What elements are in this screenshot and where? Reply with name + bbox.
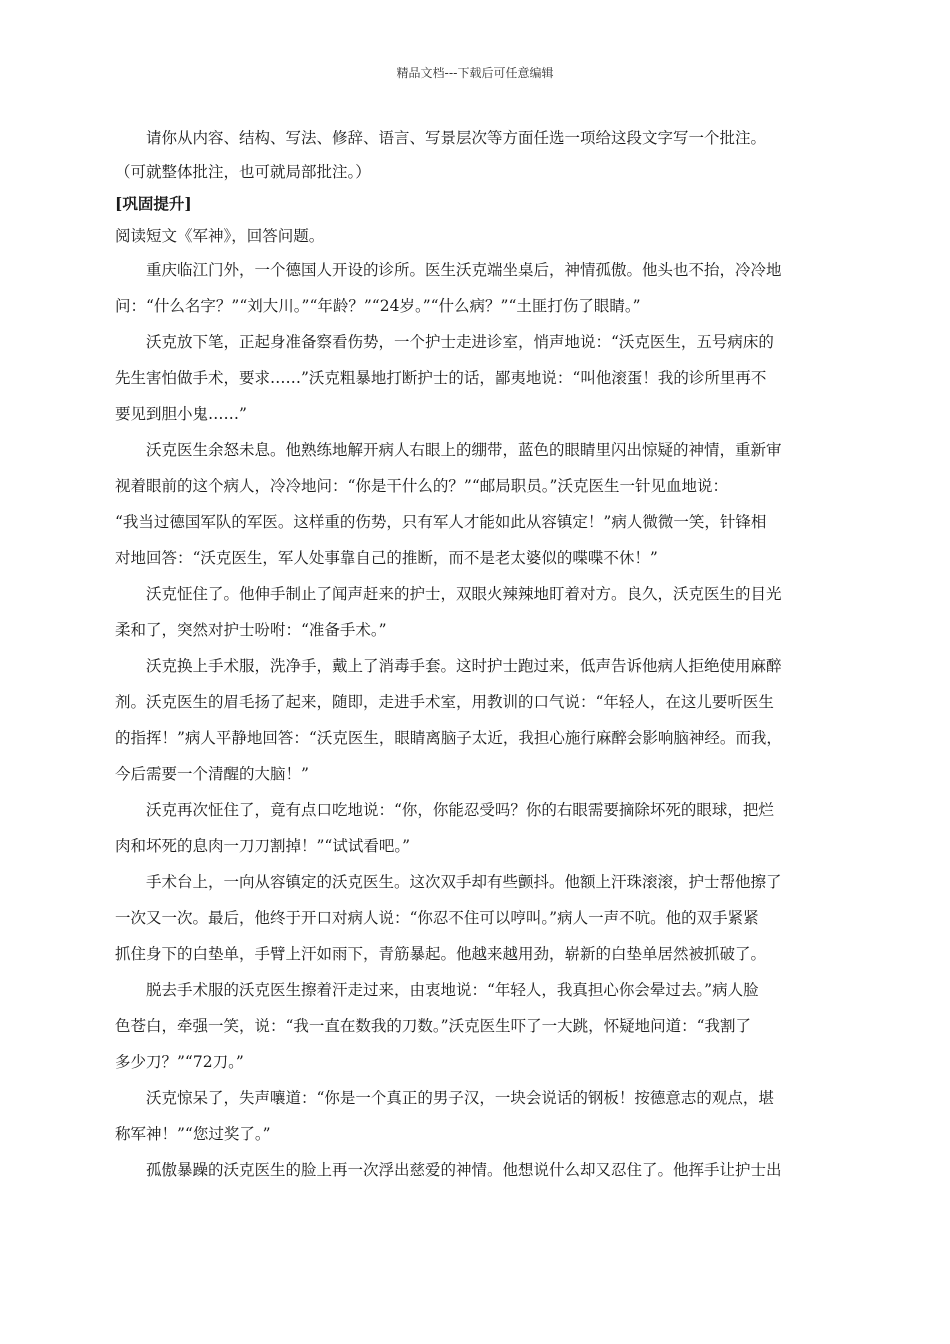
text-line: 剂。沃克医生的眉毛扬了起来，随即，走进手术室，用教训的口气说：“年轻人，在这儿要听医生 (115, 693, 774, 711)
text-line: 先生害怕做手术，要求……”沃克粗暴地打断护士的话，鄙夷地说：“叫他滚蛋！我的诊所里再不 (115, 369, 767, 387)
text-line: 今后需要一个清醒的大脑！” (115, 765, 309, 783)
text-line: 对地回答：“沃克医生，军人处事靠自己的推断，而不是老太婆似的喋喋不休！” (115, 549, 658, 567)
text-line: 沃克换上手术服，洗净手，戴上了消毒手套。这时护士跑过来，低声告诉他病人拒绝使用麻醉 (146, 657, 782, 675)
text-line: 沃克怔住了。他伸手制止了闻声赶来的护士，双眼火辣辣地盯着对方。良久，沃克医生的目光 (146, 585, 782, 603)
text-line: 柔和了，突然对护士吩咐：“准备手术。” (115, 621, 387, 639)
text-line: 称军神！”“您过奖了。” (115, 1125, 271, 1143)
text-line: 请你从内容、结构、写法、修辞、语言、写景层次等方面任选一项给这段文字写一个批注。 (146, 129, 767, 147)
text-line: 阅读短文《军神》，回答问题。 (115, 227, 325, 245)
text-line: 沃克再次怔住了，竟有点口吃地说：“你，你能忍受吗？你的右眼需要摘除坏死的眼球，把烂 (146, 801, 774, 819)
text-line: “我当过德国军队的军医。这样重的伤势，只有军人才能如此从容镇定！”病人微微一笑，针锋相 (115, 513, 767, 531)
text-line: 视着眼前的这个病人，冷冷地问：“你是干什么的？”“邮局职员。”沃克医生一针见血地说： (115, 477, 728, 495)
text-line: 多少刀？”“72刀。” (115, 1053, 244, 1071)
text-line: 孤傲暴躁的沃克医生的脸上再一次浮出慈爱的神情。他想说什么却又忍住了。他挥手让护士出 (146, 1161, 782, 1179)
text-line: 沃克惊呆了，失声嚷道：“你是一个真正的男子汉，一块会说话的钢板！按德意志的观点，堪 (146, 1089, 774, 1107)
text-line: 抓住身下的白垫单，手臂上汗如雨下，青筋暴起。他越来越用劲，崭新的白垫单居然被抓破了。 (115, 945, 767, 963)
text-line: 沃克放下笔，正起身准备察看伤势，一个护士走进诊室，悄声地说：“沃克医生，五号病床的 (146, 333, 774, 351)
text-line: 色苍白，牵强一笑，说：“我一直在数我的刀数。”沃克医生吓了一大跳，怀疑地问道：“我割了 (115, 1017, 752, 1035)
text-line: 要见到胆小鬼……” (115, 405, 247, 423)
text-line: 一次又一次。最后，他终于开口对病人说：“你忍不住可以哼叫。”病人一声不吭。他的双手紧紧 (115, 909, 759, 927)
text-line: 沃克医生余怒未息。他熟练地解开病人右眼上的绷带，蓝色的眼睛里闪出惊疑的神情，重新审 (146, 441, 782, 459)
section-heading: [巩固提升] (115, 194, 192, 213)
text-line: 重庆临江门外，一个德国人开设的诊所。医生沃克端坐桌后，神情孤傲。他头也不抬，冷冷地 (146, 261, 782, 279)
document-body (115, 120, 840, 1188)
text-line: 的指挥！”病人平静地回答：“沃克医生，眼睛离脑子太近，我担心施行麻醉会影响脑神经。而我， (115, 729, 782, 747)
text-line: 手术台上，一向从容镇定的沃克医生。这次双手却有些颤抖。他额上汗珠滚滚，护士帮他擦了 (146, 873, 782, 891)
text-line: 肉和坏死的息肉一刀刀割掉！”“试试看吧。” (115, 837, 411, 855)
page-header: 精品文档---下载后可任意编辑 (396, 66, 554, 80)
text-line: 脱去手术服的沃克医生擦着汗走过来，由衷地说：“年轻人，我真担心你会晕过去。”病人脸 (146, 981, 759, 999)
text-line: 问：“什么名字？”“刘大川。”“年龄？”“24岁。”“什么病？”“土匪打伤了眼睛。” (115, 297, 641, 315)
text-line: （可就整体批注，也可就局部批注。） (115, 163, 371, 181)
